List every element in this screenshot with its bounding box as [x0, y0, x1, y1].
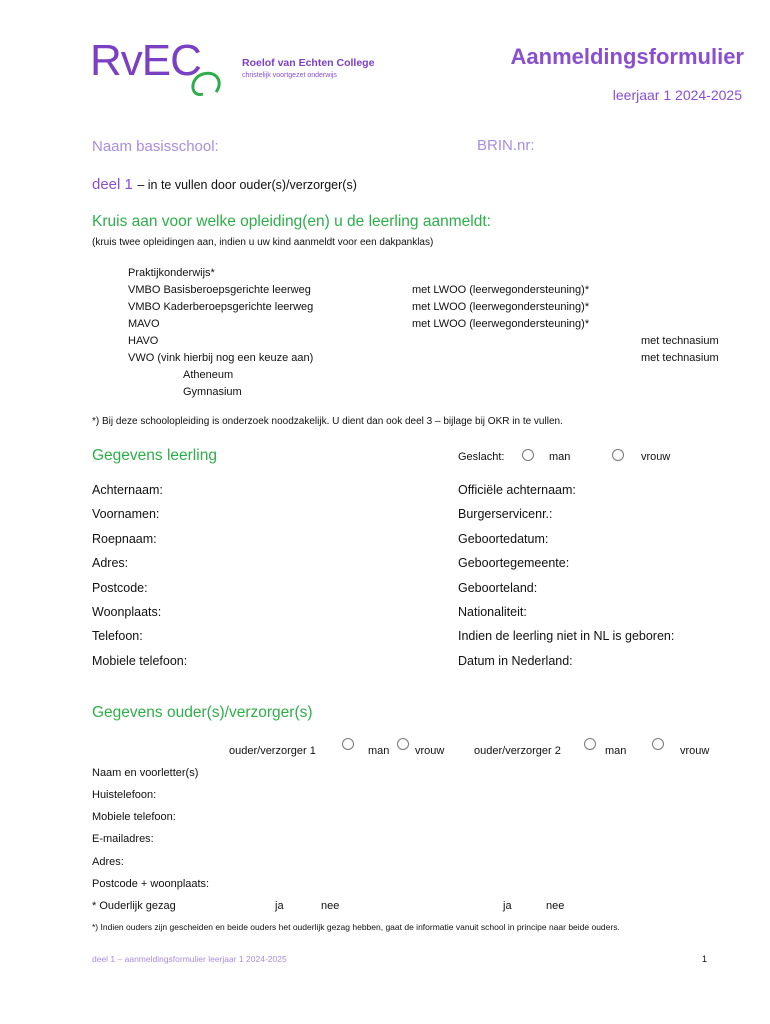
leerling-field-label: Voornamen:: [92, 507, 160, 521]
ouder1-label: ouder/verzorger 1: [229, 745, 316, 757]
leerling-field-label: Burgerservicenr.:: [458, 507, 553, 521]
geslacht-label: Geslacht:: [458, 451, 505, 463]
opleiding-footnote: *) Bij deze schoolopleiding is onderzoek noodzakelijk. U dient dan ook deel 3 – bijlage bij OKR in te vullen.: [92, 416, 563, 427]
ouders-heading: Gegevens ouder(s)/verzorger(s): [92, 704, 313, 721]
logo: [90, 38, 240, 102]
leerling-field-label: Roepnaam:: [92, 532, 157, 546]
ouder-field-label: Huistelefoon:: [92, 789, 157, 801]
opleiding-item[interactable]: MAVO: [128, 318, 160, 330]
page-subtitle: leerjaar 1 2024-2025: [612, 87, 742, 103]
radio-vrouw[interactable]: [612, 449, 624, 461]
opleiding-item[interactable]: Praktijkonderwijs*: [128, 267, 215, 279]
ouder2-radio-man[interactable]: [584, 738, 596, 750]
ouder2-label: ouder/verzorger 2: [474, 745, 561, 757]
leerling-field-label: Adres:: [92, 556, 129, 570]
ouder2-radio-vrouw[interactable]: [652, 738, 664, 750]
leerling-field-label: Indien de leerling niet in NL is geboren:: [458, 629, 675, 643]
leerling-field-label: Achternaam:: [92, 483, 163, 497]
technasium-option[interactable]: met technasium: [641, 352, 719, 364]
ouder1-man-label: man: [368, 745, 390, 757]
deel1-line: [92, 176, 357, 194]
opleiding-item[interactable]: VMBO Kaderberoepsgerichte leerweg: [128, 301, 314, 313]
ouder-field-label: Naam en voorletter(s): [92, 767, 199, 779]
lwoo-option[interactable]: met LWOO (leerwegondersteuning)*: [412, 318, 590, 330]
logo-text: RvEC: [90, 36, 201, 85]
gezag-ja-1[interactable]: ja: [275, 900, 284, 912]
ouder1-radio-vrouw[interactable]: [397, 738, 409, 750]
deel1-label: deel 1: [92, 176, 133, 193]
lwoo-option[interactable]: met LWOO (leerwegondersteuning)*: [412, 301, 590, 313]
opleiding-heading: Kruis aan voor welke opleiding(en) u de leerling aanmeldt:: [92, 213, 491, 230]
opleiding-item[interactable]: VMBO Basisberoepsgerichte leerweg: [128, 284, 311, 296]
vwo-atheneum[interactable]: Atheneum: [183, 369, 234, 381]
leerling-field-label: Geboortedatum:: [458, 532, 549, 546]
school-name: Roelof van Echten College: [242, 57, 375, 69]
page-number: 1: [702, 954, 708, 964]
brin-label: BRIN.nr:: [477, 137, 535, 154]
radio-vrouw-label: vrouw: [641, 451, 671, 463]
footer-text: deel 1 – aanmeldingsformulier leerjaar 1 2024-2025: [92, 954, 287, 964]
radio-man-label: man: [549, 451, 571, 463]
leerling-field-label: Geboorteland:: [458, 581, 538, 595]
school-tagline: christelijk voortgezet onderwijs: [242, 72, 337, 79]
leerling-field-label: Woonplaats:: [92, 605, 162, 619]
leerling-field-label: Postcode:: [92, 581, 148, 595]
ouder-field-label: E-mailadres:: [92, 833, 154, 845]
ouder1-vrouw-label: vrouw: [415, 745, 445, 757]
page-title: Aanmeldingsformulier: [510, 44, 744, 69]
opleiding-note: (kruis twee opleidingen aan, indien u uw kind aanmeldt voor een dakpanklas): [92, 237, 434, 248]
leerling-field-label: Nationaliteit:: [458, 605, 527, 619]
deel1-text: – in te vullen door ouder(s)/verzorger(s): [137, 178, 357, 192]
ouder2-vrouw-label: vrouw: [680, 745, 710, 757]
ouder1-radio-man[interactable]: [342, 738, 354, 750]
opleiding-item[interactable]: HAVO: [128, 335, 159, 347]
gezag-label: * Ouderlijk gezag: [92, 900, 176, 912]
naam-basisschool-label: Naam basisschool:: [92, 138, 219, 155]
leerling-field-label: Telefoon:: [92, 629, 143, 643]
lwoo-option[interactable]: met LWOO (leerwegondersteuning)*: [412, 284, 590, 296]
technasium-option[interactable]: met technasium: [641, 335, 719, 347]
leerling-field-label: Datum in Nederland:: [458, 654, 573, 668]
gezag-nee-1[interactable]: nee: [321, 900, 340, 912]
leerling-field-label: Mobiele telefoon:: [92, 654, 188, 668]
ouder-field-label: Postcode + woonplaats:: [92, 878, 210, 890]
ouder-field-label: Adres:: [92, 856, 124, 868]
gezag-nee-2[interactable]: nee: [546, 900, 565, 912]
leerling-field-label: Geboortegemeente:: [458, 556, 570, 570]
ouder-field-label: Mobiele telefoon:: [92, 811, 176, 823]
vwo-gymnasium[interactable]: Gymnasium: [183, 386, 242, 398]
leerling-heading: Gegevens leerling: [92, 447, 217, 464]
gezag-ja-2[interactable]: ja: [503, 900, 512, 912]
radio-man[interactable]: [522, 449, 534, 461]
ouder2-man-label: man: [605, 745, 627, 757]
ouders-footnote: *) Indien ouders zijn gescheiden en beide ouders het ouderlijk gezag hebben, gaat de informatie vanuit school in principe naar beide ouders.: [92, 922, 620, 932]
leerling-field-label: Officiële achternaam:: [458, 483, 576, 497]
opleiding-item[interactable]: VWO (vink hierbij nog een keuze aan): [128, 352, 314, 364]
